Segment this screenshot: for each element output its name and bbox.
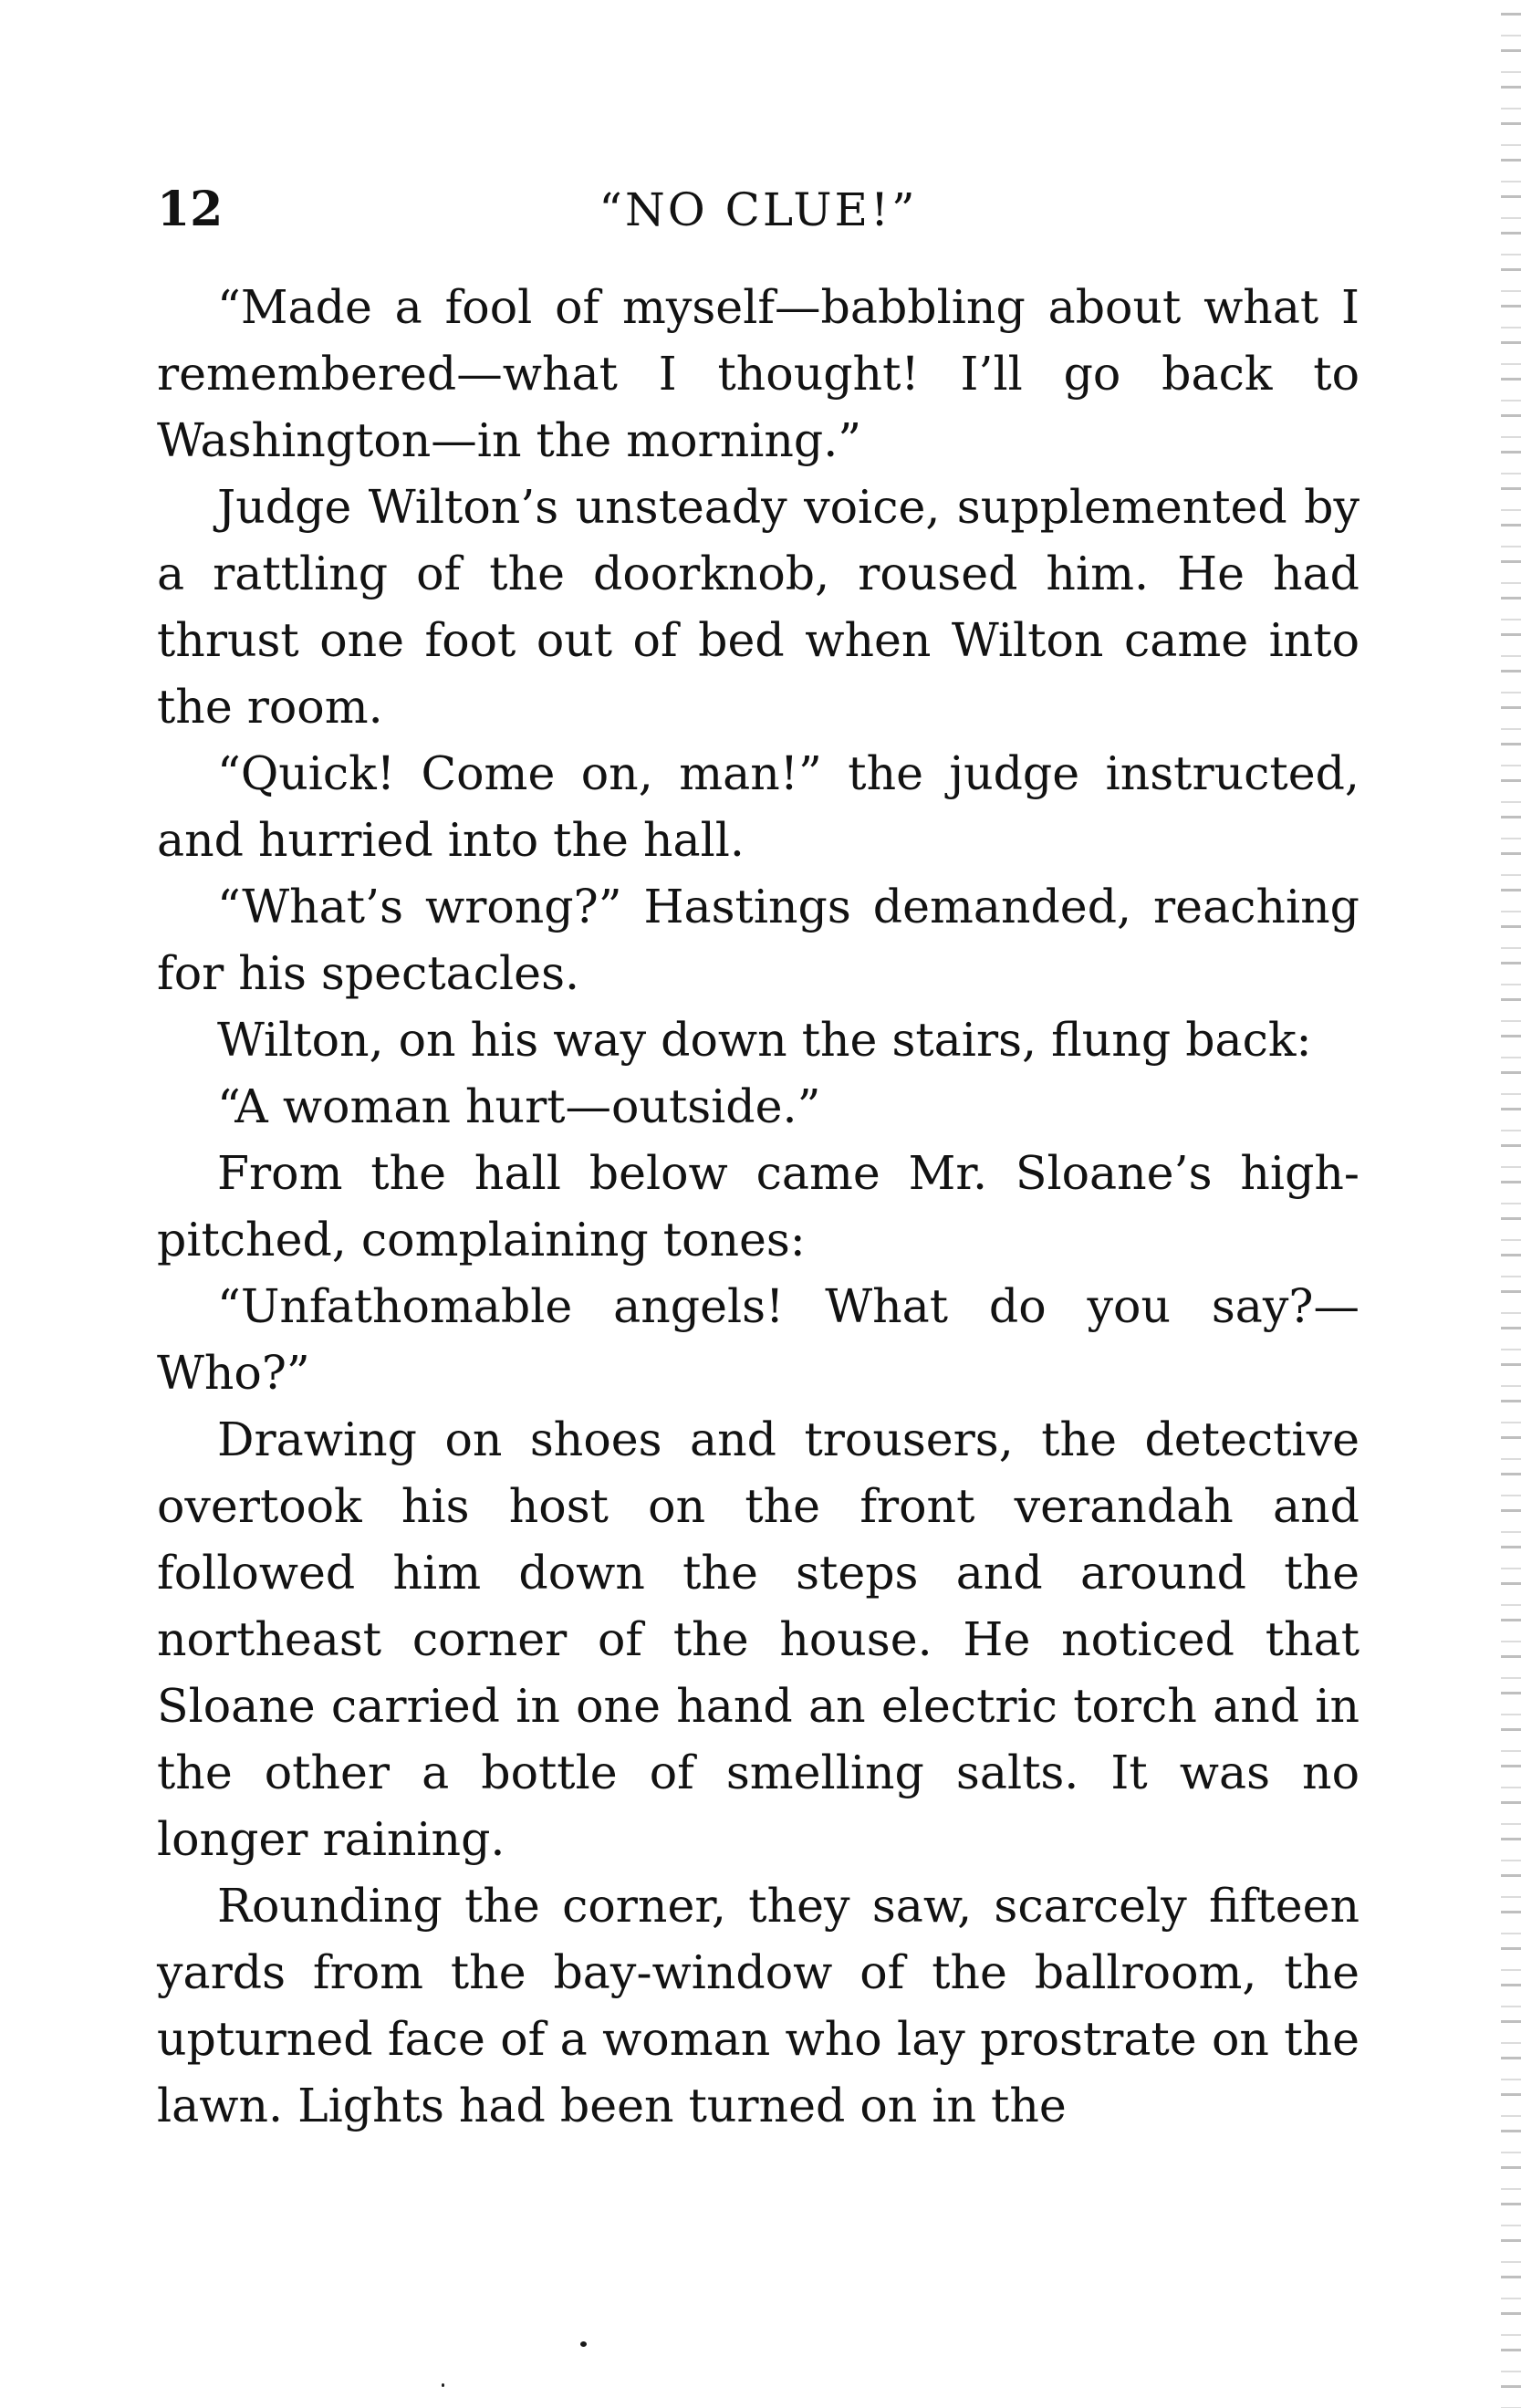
page-number: 12 <box>157 182 224 237</box>
paragraph: “A woman hurt—outside.” <box>217 1079 821 1133</box>
paragraph: “Quick! Come on, man!” the judge instructed, and hurried into the hall. <box>157 746 1360 867</box>
paragraph: Wilton, on his way down the stairs, flung back: <box>217 1013 1312 1067</box>
paragraph: From the hall below came Mr. Sloane’s high-pitched, complaining tones: <box>157 1146 1360 1267</box>
paragraph: Drawing on shoes and trousers, the detective overtook his host on the front verandah and followed him down the steps and around the northeast corner of the house. He noticed that Sloane carried in one hand an electric torch and in the other a bottle of smelling salts. It was no longer raining. <box>157 1412 1360 1866</box>
paragraph: Judge Wilton’s unsteady voice, supplemented by a rattling of the doorknob, roused him. He had thrust one foot out of bed when Wilton came into the room. <box>157 480 1360 734</box>
body-text <box>157 274 1360 2139</box>
paragraph: Rounding the corner, they saw, scarcely fifteen yards from the bay-window of the ballroom, the upturned face of a woman who lay prostrate on the lawn. Lights had been turned on in the <box>157 1879 1360 2132</box>
ink-speck <box>442 2383 444 2387</box>
page-header <box>157 173 1360 246</box>
scan-edge-noise <box>1501 0 1521 2408</box>
ink-speck <box>580 2341 587 2347</box>
paragraph: “What’s wrong?” Hastings demanded, reaching for his spectacles. <box>157 880 1360 1000</box>
paragraph: “Unfathomable angels! What do you say?—Who?” <box>157 1279 1360 1400</box>
running-head: “NO CLUE!” <box>599 183 918 236</box>
paragraph: “Made a fool of myself—babbling about what I remembered—what I thought! I’ll go back to Washington—in the morning.” <box>157 280 1360 467</box>
